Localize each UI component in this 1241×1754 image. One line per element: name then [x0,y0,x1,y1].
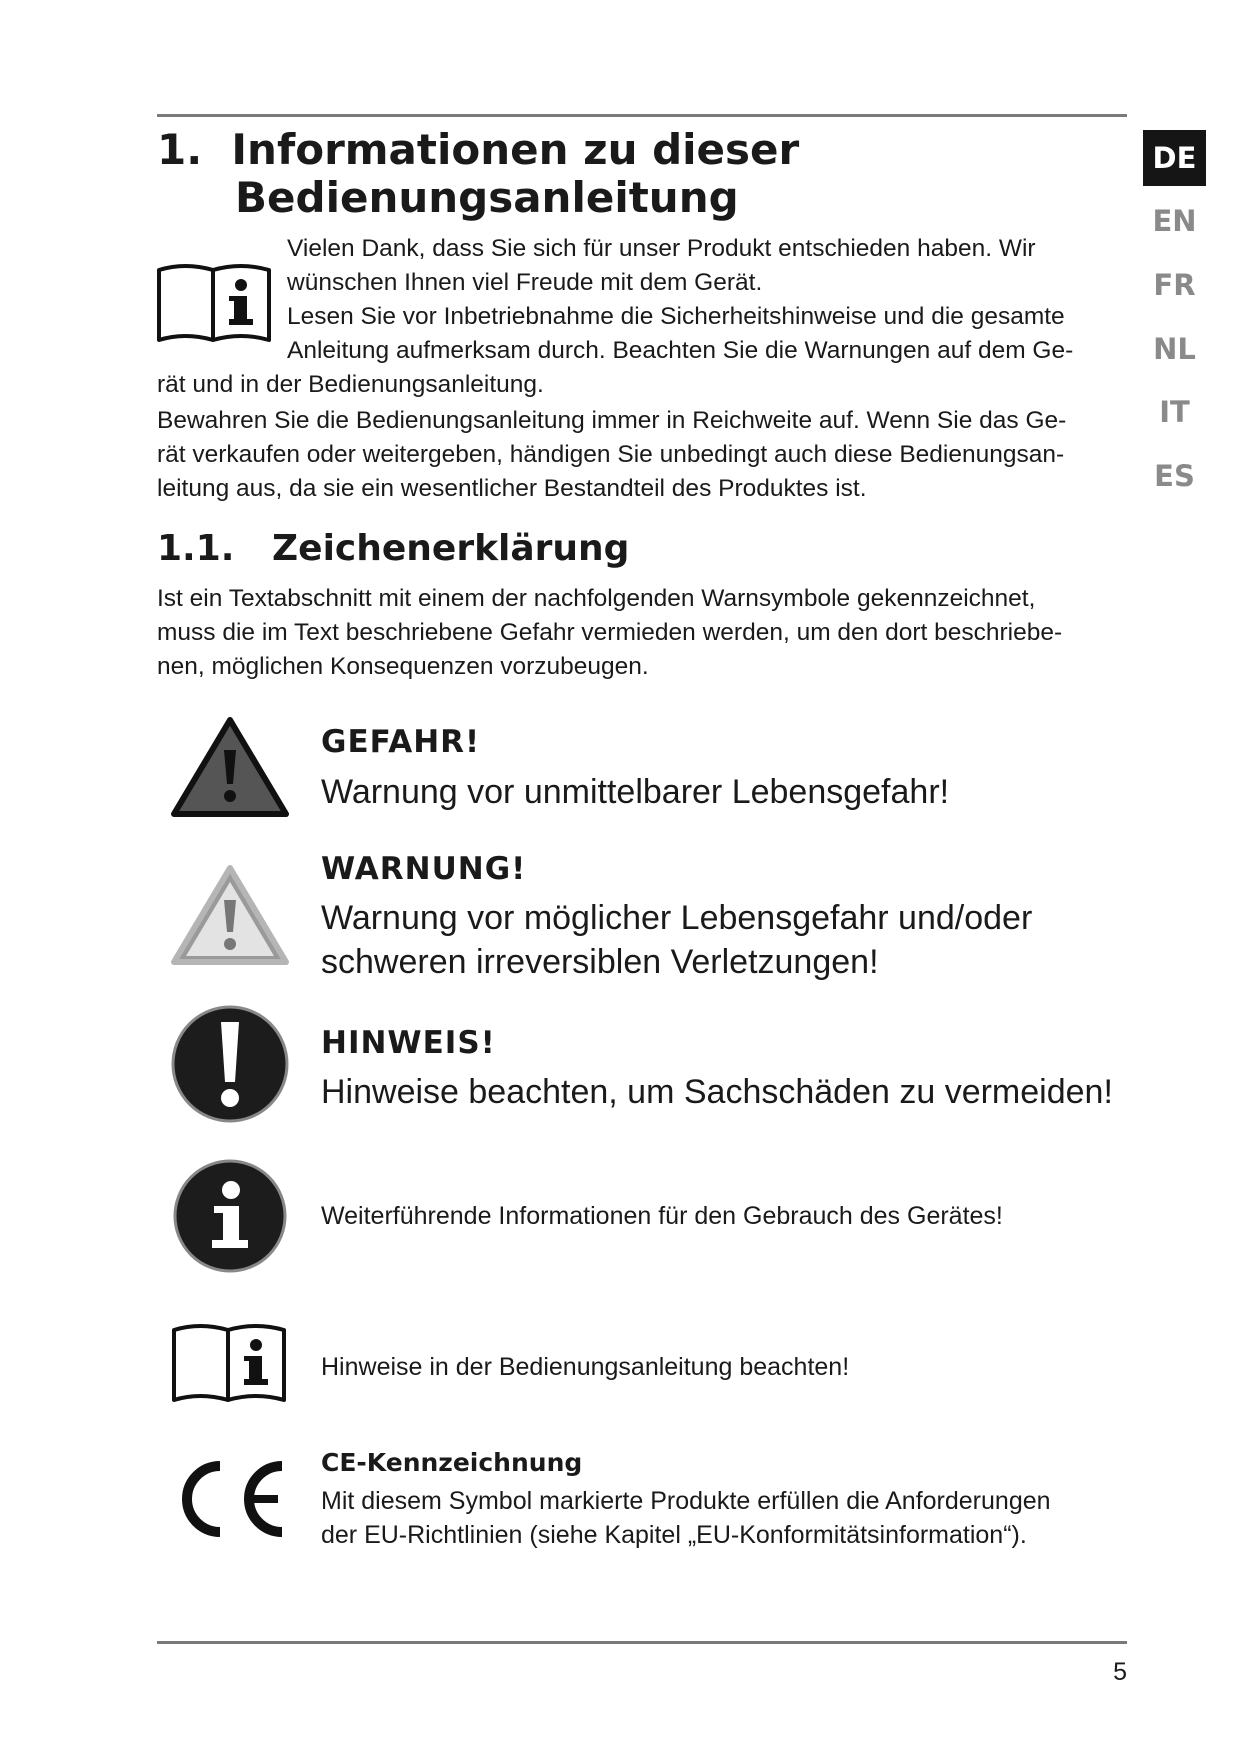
intro-line: Lesen Sie vor Inbetriebnahme die Sicherheitshinweise und die gesamte [287,303,1065,330]
lang-tab-it[interactable]: IT [1159,395,1190,429]
manual-icon [170,1318,288,1404]
lang-tab-en[interactable]: EN [1152,204,1197,238]
section-line: muss die im Text beschriebene Gefahr vermieden werden, um den dort beschriebe- [157,619,1063,646]
intro-line: Anleitung aufmerksam durch. Beachten Sie die Warnungen auf dem Ge- [287,337,1074,364]
intro-paragraph [157,232,1127,506]
heading-line-1: 1. Informationen zu dieser [157,125,800,174]
warning-title: WARNUNG! [321,851,527,887]
danger-text: Warnung vor unmittelbarer Lebensgefahr! [321,773,950,811]
warning-text-line: schweren irreversiblen Verletzungen! [321,943,879,981]
notice-exclamation-icon [170,1004,290,1124]
intro-line: leitung aus, da sie ein wesentlicher Bestandteil des Produktes ist. [157,475,867,502]
lang-tab-de[interactable]: DE [1143,130,1206,186]
ce-text-line: Mit diesem Symbol markierte Produkte erfüllen die Anforderungen [321,1487,1051,1515]
danger-title: GEFAHR! [321,724,481,760]
lang-tab-es[interactable]: ES [1154,459,1195,493]
warning-text-line: Warnung vor möglicher Lebensgefahr und/oder [321,899,1033,937]
top-rule [157,114,1127,117]
notice-text: Hinweise beachten, um Sachschäden zu vermeiden! [321,1073,1113,1111]
danger-icon [170,716,290,820]
intro-line: Bewahren Sie die Bedienungsanleitung immer in Reichweite auf. Wenn Sie das Ge- [157,407,1067,434]
warning-text [321,896,1032,984]
intro-line: rät und in der Bedienungsanleitung. [157,371,544,398]
ce-mark-icon [170,1458,290,1540]
section-line: Ist ein Textabschnitt mit einem der nachfolgenden Warnsymbole gekennzeichnet, [157,585,1036,612]
ce-text-line: der EU-Richtlinien (siehe Kapitel „EU-Konformitätsinformation“). [321,1521,1027,1549]
heading-line-2: Bedienungsanleitung [235,173,739,223]
lang-tab-fr[interactable]: FR [1153,268,1196,302]
warning-icon [170,864,290,968]
bottom-rule [157,1641,1127,1644]
ce-text [321,1484,1051,1552]
lang-tab-nl[interactable]: NL [1153,332,1196,366]
notice-title: HINWEIS! [321,1025,496,1061]
intro-line: wünschen Ihnen viel Freude mit dem Gerät. [287,269,763,296]
info-icon [172,1158,288,1274]
page-number: 5 [1113,1658,1127,1686]
section-line: nen, möglichen Konsequenzen vorzubeugen. [157,653,649,680]
section-heading: 1.1. Zeichenerklärung [157,528,630,569]
manual-text: Hinweise in der Bedienungsanleitung beachten! [321,1353,850,1381]
intro-line: Vielen Dank, dass Sie sich für unser Produkt entschieden haben. Wir [287,235,1036,262]
page-heading [157,126,799,223]
intro-line: rät verkaufen oder weitergeben, händigen Sie unbedingt auch diese Bedienungsan- [157,441,1065,468]
section-paragraph [157,582,1127,684]
ce-title: CE-Kennzeichnung [321,1448,583,1477]
info-text: Weiterführende Informationen für den Gebrauch des Gerätes! [321,1202,1003,1230]
